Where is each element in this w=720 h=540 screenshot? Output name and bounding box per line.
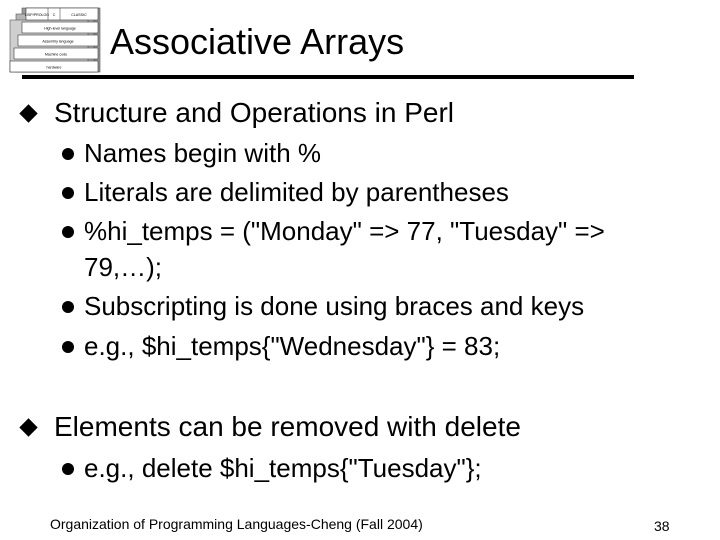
logo-tier-4: Machine code	[44, 52, 68, 57]
logo-tier-1c: CLASSIC	[71, 13, 87, 17]
slide-title: Associative Arrays	[110, 21, 405, 62]
diamond-bullet-icon	[19, 418, 37, 436]
sub-bullet-text: 79,…);	[84, 252, 163, 282]
language-levels-pyramid-icon	[4, 4, 104, 76]
bullet-text: Elements can be removed with delete	[54, 411, 521, 442]
sub-bullet-text: Literals are delimited by parentheses	[84, 177, 509, 207]
dot-bullet-icon	[62, 463, 74, 475]
sub-bullet-text: %hi_temps = ("Monday" => 77, "Tuesday" =>	[84, 216, 605, 246]
dot-bullet-icon	[62, 148, 74, 160]
dot-bullet-icon	[62, 341, 74, 353]
logo-tier-2: High-level language	[44, 26, 76, 31]
diamond-bullet-icon	[19, 104, 37, 122]
slide-footer: Organization of Programming Languages-Cheng (Fall 2004)	[50, 516, 423, 532]
logo-tier-3: Assembly language	[42, 39, 74, 44]
logo-tier-5: hardware	[46, 65, 62, 70]
logo-tier-1b: C	[52, 13, 56, 17]
sub-bullet-text: Names begin with %	[84, 138, 321, 168]
title-rule	[22, 75, 634, 79]
dot-bullet-icon	[62, 226, 74, 238]
logo-tier-1a: LISP/PROLOG	[24, 13, 50, 17]
dot-bullet-icon	[62, 301, 74, 313]
sub-bullet-text: e.g., delete $hi_temps{"Tuesday"};	[84, 453, 482, 483]
page-number: 38	[654, 518, 670, 534]
sub-bullet-text: e.g., $hi_temps{"Wednesday"} = 83;	[84, 331, 501, 361]
bullet-text: Structure and Operations in Perl	[54, 97, 454, 128]
dot-bullet-icon	[62, 187, 74, 199]
sub-bullet-text: Subscripting is done using braces and keys	[84, 291, 585, 321]
